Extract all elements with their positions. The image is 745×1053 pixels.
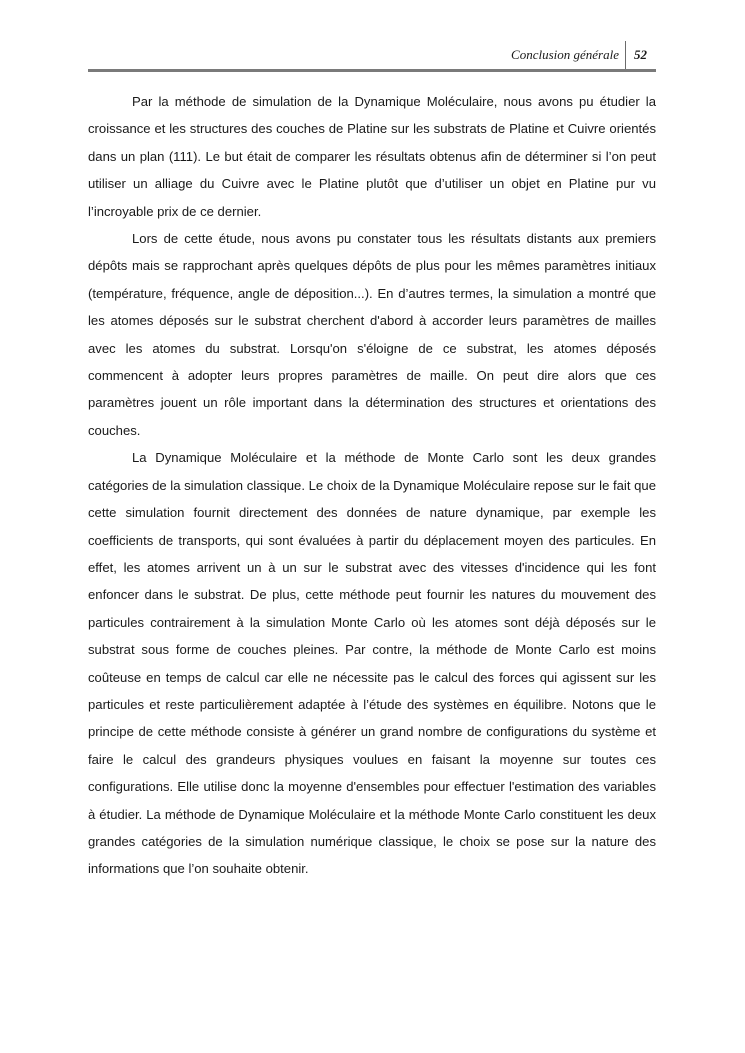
paragraph-1: Par la méthode de simulation de la Dynamique Moléculaire, nous avons pu étudier la croissance et les structures des couches de Platine sur les substrats de Platine et Cuivre orientés dans un plan (111). Le but était de comparer les résultats obtenus afin de déterminer si l’on peut utiliser un alliage du Cuivre avec le Platine plutôt que d’utiliser un objet en Platine pur vu l’incroyable prix de ce dernier. (88, 94, 656, 219)
header-rule (88, 69, 656, 72)
page-number: 52 (634, 47, 647, 62)
paragraph-3: La Dynamique Moléculaire et la méthode de Monte Carlo sont les deux grandes catégories de la simulation classique. Le choix de la Dynamique Moléculaire repose sur le fait que cette simulation fournit directement des données de nature dynamique, par exemple les coefficients de transports, qui sont évaluées à partir du déplacement moyen des particules. En effet, les atomes arrivent un à un sur le substrat avec des vitesses d'incidence qui les font enfoncer dans le substrat. De plus, cette méthode peut fournir les natures du mouvement des particules contrairement à la simulation Monte Carlo où les atomes sont déjà déposés sur le substrat sous forme de couches pleines. Par contre, la méthode de Monte Carlo est moins coûteuse en temps de calcul car elle ne nécessite pas le calcul des forces qui agissent sur les particules et reste particulièrement adaptée à l’étude des systèmes en équilibre. Notons que le principe de cette méthode consiste à générer un grand nombre de configurations du système et faire le calcul des grandeurs physiques voulues en faisant la moyenne sur toutes ces configurations. Elle utilise donc la moyenne d'ensembles pour effectuer l'estimation des variables à étudier. La méthode de Dynamique Moléculaire et la méthode Monte Carlo constituent les deux grandes catégories de la simulation numérique classique, le choix se pose sur la nature des informations que l’on souhaite obtenir. (88, 450, 656, 877)
body-text (88, 88, 656, 883)
page-header (88, 40, 656, 72)
header-content (511, 40, 656, 70)
paragraph-2: Lors de cette étude, nous avons pu constater tous les résultats distants aux premiers dépôts mais se rapprochant après quelques dépôts de plus pour les mêmes paramètres initiaux (température, fréquence, angle de déposition...). En d’autres termes, la simulation a montré que les atomes déposés sur le substrat cherchent d'abord à accorder leurs paramètres de mailles avec les atomes du substrat. Lorsqu'on s'éloigne de ce substrat, les atomes déposés commencent à adopter leurs propres paramètres de maille. On peut dire alors que ces paramètres jouent un rôle important dans la détermination des structures et orientations des couches. (88, 231, 656, 438)
chapter-title: Conclusion générale (511, 47, 619, 62)
